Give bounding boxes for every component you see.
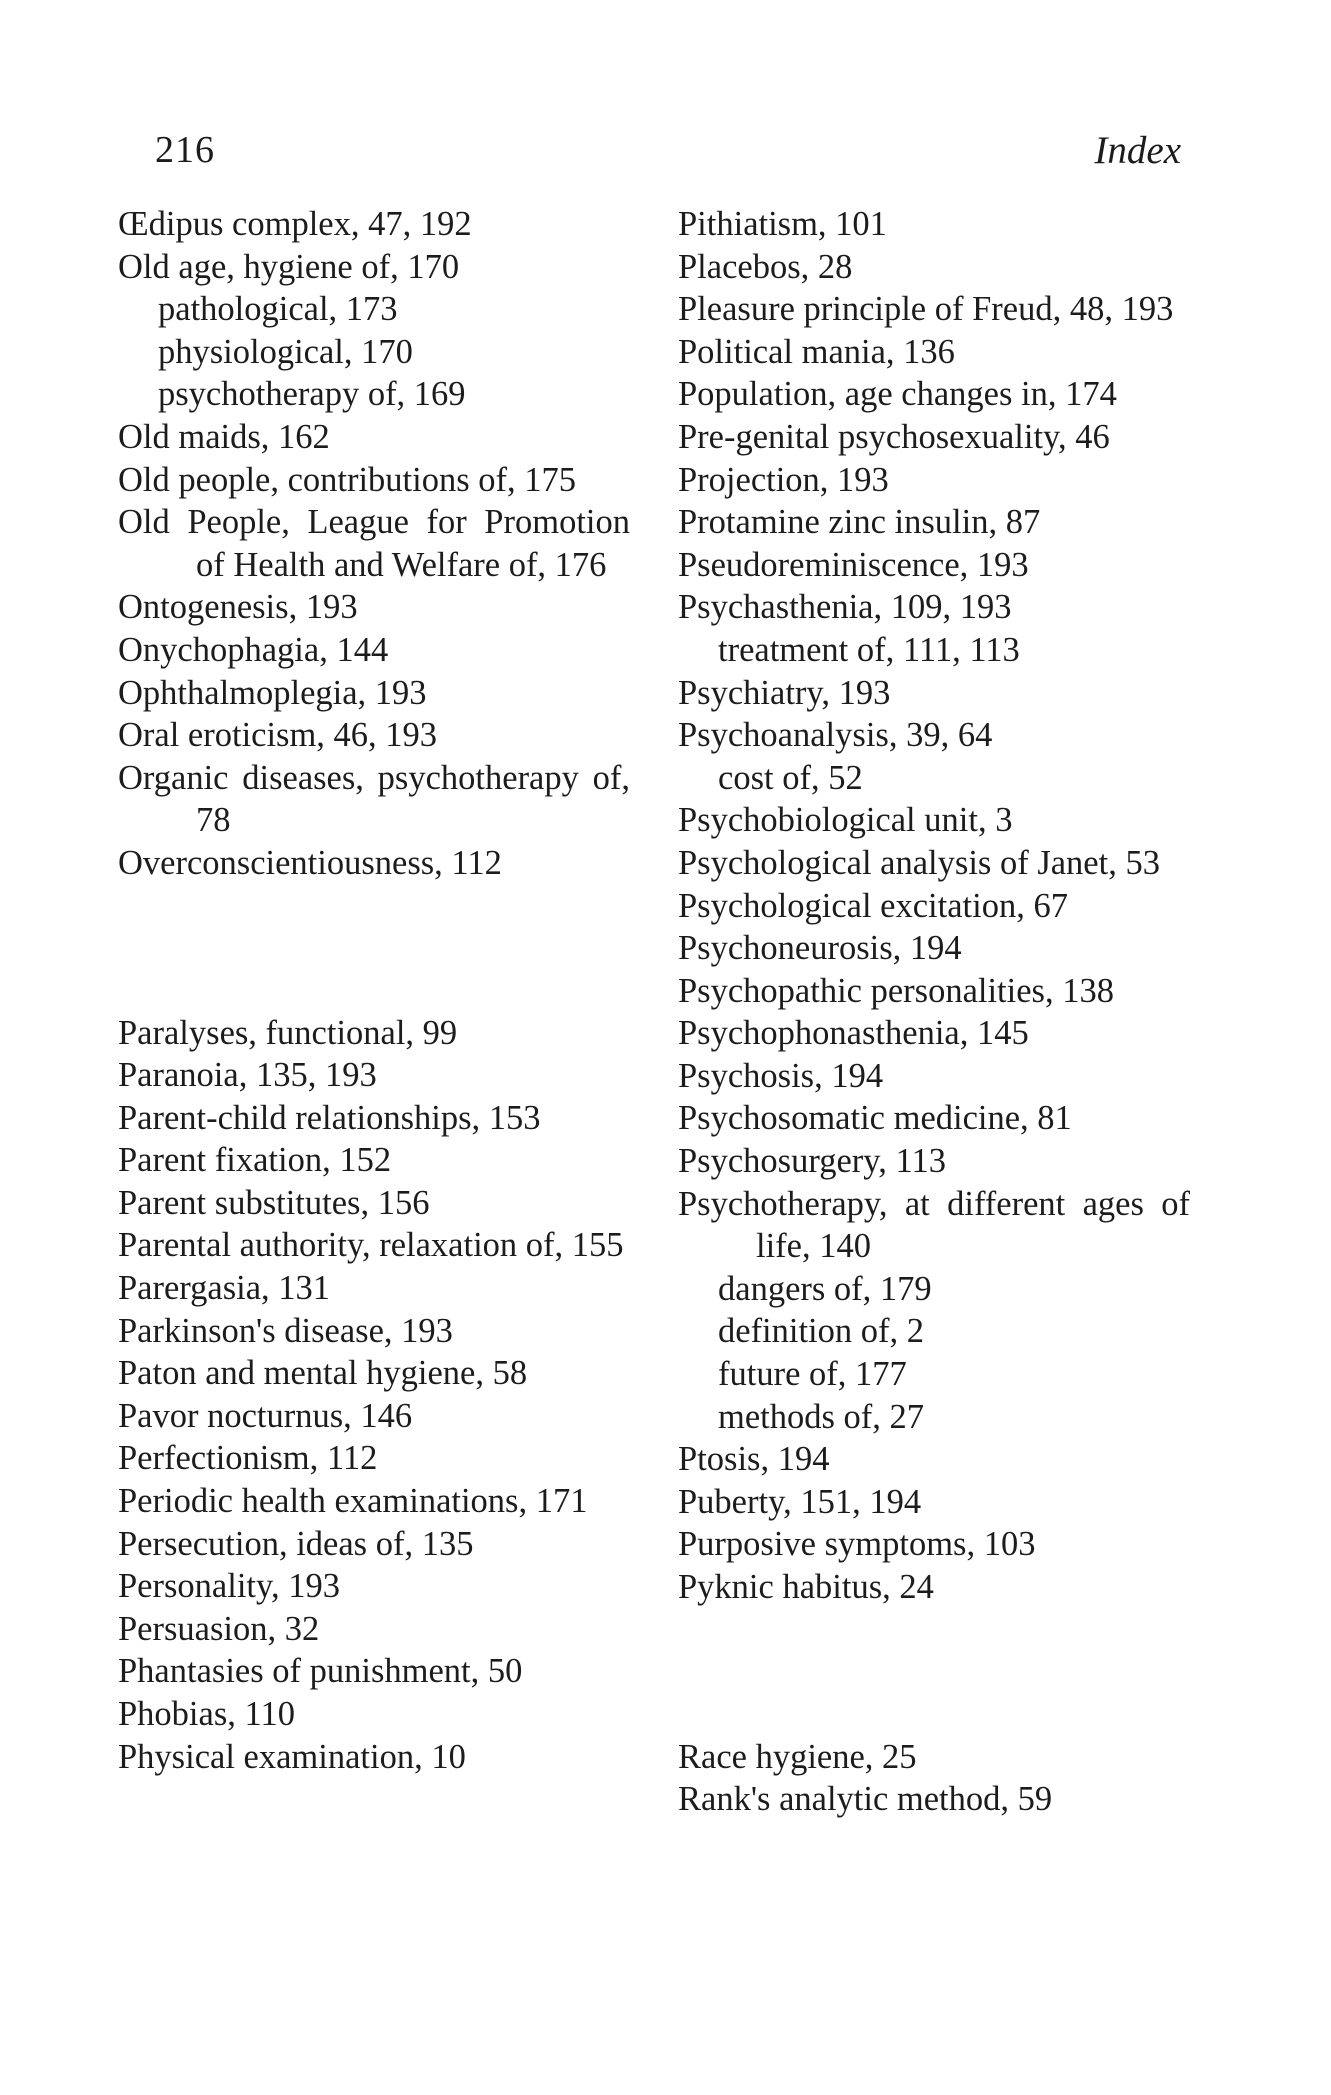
index-entry: Placebos, 28 xyxy=(678,247,853,286)
index-subentry: methods of, 27 xyxy=(718,1397,925,1436)
index-entry: Oral eroticism, 46, 193 xyxy=(118,716,438,755)
index-entry: Overconscientiousness, 112 xyxy=(118,843,502,882)
index-entry: Psychopathic personalities, 138 xyxy=(678,971,1114,1010)
index-entry: Ontogenesis, 193 xyxy=(118,588,358,627)
index-entry: Œdipus complex, 47, 192 xyxy=(118,205,472,243)
index-entry: Persecution, ideas of, 135 xyxy=(118,1524,474,1563)
index-entry: Ptosis, 194 xyxy=(678,1440,830,1479)
index-entry: Psychophonasthenia, 145 xyxy=(678,1014,1029,1053)
index-entry: Perfectionism, 112 xyxy=(118,1439,378,1478)
index-group-o xyxy=(118,203,630,885)
index-subentry: physiological, 170 xyxy=(158,332,413,371)
index-entry: Psychosurgery, 113 xyxy=(678,1142,946,1181)
index-entry: Phobias, 110 xyxy=(118,1695,295,1733)
index-entry: Psychotherapy, at different ages of life, 140 xyxy=(678,1184,1190,1266)
index-entry: Population, age changes in, 174 xyxy=(678,375,1117,414)
index-entry: Paton and mental hygiene, 58 xyxy=(118,1354,528,1393)
index-entry: Phantasies of punishment, 50 xyxy=(118,1652,523,1691)
index-group-p-continued xyxy=(678,203,1190,1609)
index-entry: Ophthalmoplegia, 193 xyxy=(118,673,427,712)
group-spacer xyxy=(678,1609,1190,1736)
index-entry: Pavor nocturnus, 146 xyxy=(118,1396,413,1435)
index-entry: Psychoneurosis, 194 xyxy=(678,929,962,968)
index-entry: Personality, 193 xyxy=(118,1567,340,1606)
index-entry: Parental authority, relaxation of, 155 xyxy=(118,1226,624,1265)
index-entry: Old people, contributions of, 175 xyxy=(118,460,577,499)
index-entry: Parent fixation, 152 xyxy=(118,1141,392,1180)
index-entry: Psychasthenia, 109, 193 xyxy=(678,588,1012,627)
index-subentry: treatment of, 111, 113 xyxy=(718,630,1020,669)
index-entry: Paralyses, functional, 99 xyxy=(118,1013,458,1052)
index-entry: Psychobiological unit, 3 xyxy=(678,801,1013,840)
index-entry: Psychoanalysis, 39, 64 xyxy=(678,716,993,755)
group-spacer xyxy=(118,885,630,1012)
index-entry: Purposive symptoms, 103 xyxy=(678,1525,1036,1564)
index-column-left xyxy=(118,203,630,1778)
index-subentry: future of, 177 xyxy=(718,1355,907,1394)
index-entry: Race hygiene, 25 xyxy=(678,1737,917,1776)
index-entry: Parergasia, 131 xyxy=(118,1269,331,1308)
index-entry: Organic diseases, psychotherapy of, 78 xyxy=(118,758,630,840)
index-entry: Protamine zinc insulin, 87 xyxy=(678,503,1041,542)
index-entry: Projection, 193 xyxy=(678,460,889,499)
index-entry: Pyknic habitus, 24 xyxy=(678,1568,934,1606)
index-group-r xyxy=(678,1736,1190,1821)
index-entry: Rank's analytic method, 59 xyxy=(678,1780,1053,1819)
index-entry: Psychological excitation, 67 xyxy=(678,886,1068,925)
index-subentry: definition of, 2 xyxy=(718,1312,925,1351)
index-entry: Periodic health examinations, 171 xyxy=(118,1482,588,1521)
index-group-p xyxy=(118,1012,630,1779)
index-entry: Parent-child relationships, 153 xyxy=(118,1098,541,1137)
index-entry: Paranoia, 135, 193 xyxy=(118,1056,377,1095)
index-entry: Psychosis, 194 xyxy=(678,1056,884,1095)
index-entry: Old People, League for Promotion of Health and Welfare of, 176 xyxy=(118,503,630,584)
index-entry: Pleasure principle of Freud, 48, 193 xyxy=(678,290,1174,329)
index-entry: Pseudoreminiscence, 193 xyxy=(678,545,1029,584)
index-entry: Old maids, 162 xyxy=(118,417,330,456)
page-number: 216 xyxy=(155,129,215,171)
index-column-right xyxy=(678,203,1190,1821)
index-entry: Parkinson's disease, 193 xyxy=(118,1311,453,1350)
index-subentry: pathological, 173 xyxy=(158,290,398,329)
index-entry: Onychophagia, 144 xyxy=(118,630,389,669)
index-entry: Political mania, 136 xyxy=(678,332,955,371)
index-subentry: cost of, 52 xyxy=(718,758,863,797)
index-entry: Physical examination, 10 xyxy=(118,1737,466,1776)
index-entry: Psychological analysis of Janet, 53 xyxy=(678,843,1160,882)
index-entry: Old age, hygiene of, 170 xyxy=(118,247,460,286)
index-entry: Parent substitutes, 156 xyxy=(118,1183,430,1222)
index-subentry: dangers of, 179 xyxy=(718,1269,932,1308)
running-head: Index xyxy=(1094,129,1181,172)
index-subentry: psychotherapy of, 169 xyxy=(158,375,466,414)
index-entry: Psychosomatic medicine, 81 xyxy=(678,1099,1072,1138)
index-entry: Puberty, 151, 194 xyxy=(678,1482,922,1521)
index-entry: Pre-genital psychosexuality, 46 xyxy=(678,417,1110,456)
index-entry: Psychiatry, 193 xyxy=(678,673,891,712)
index-entry: Persuasion, 32 xyxy=(118,1609,320,1648)
index-entry: Pithiatism, 101 xyxy=(678,205,887,243)
page-header xyxy=(155,128,1181,178)
